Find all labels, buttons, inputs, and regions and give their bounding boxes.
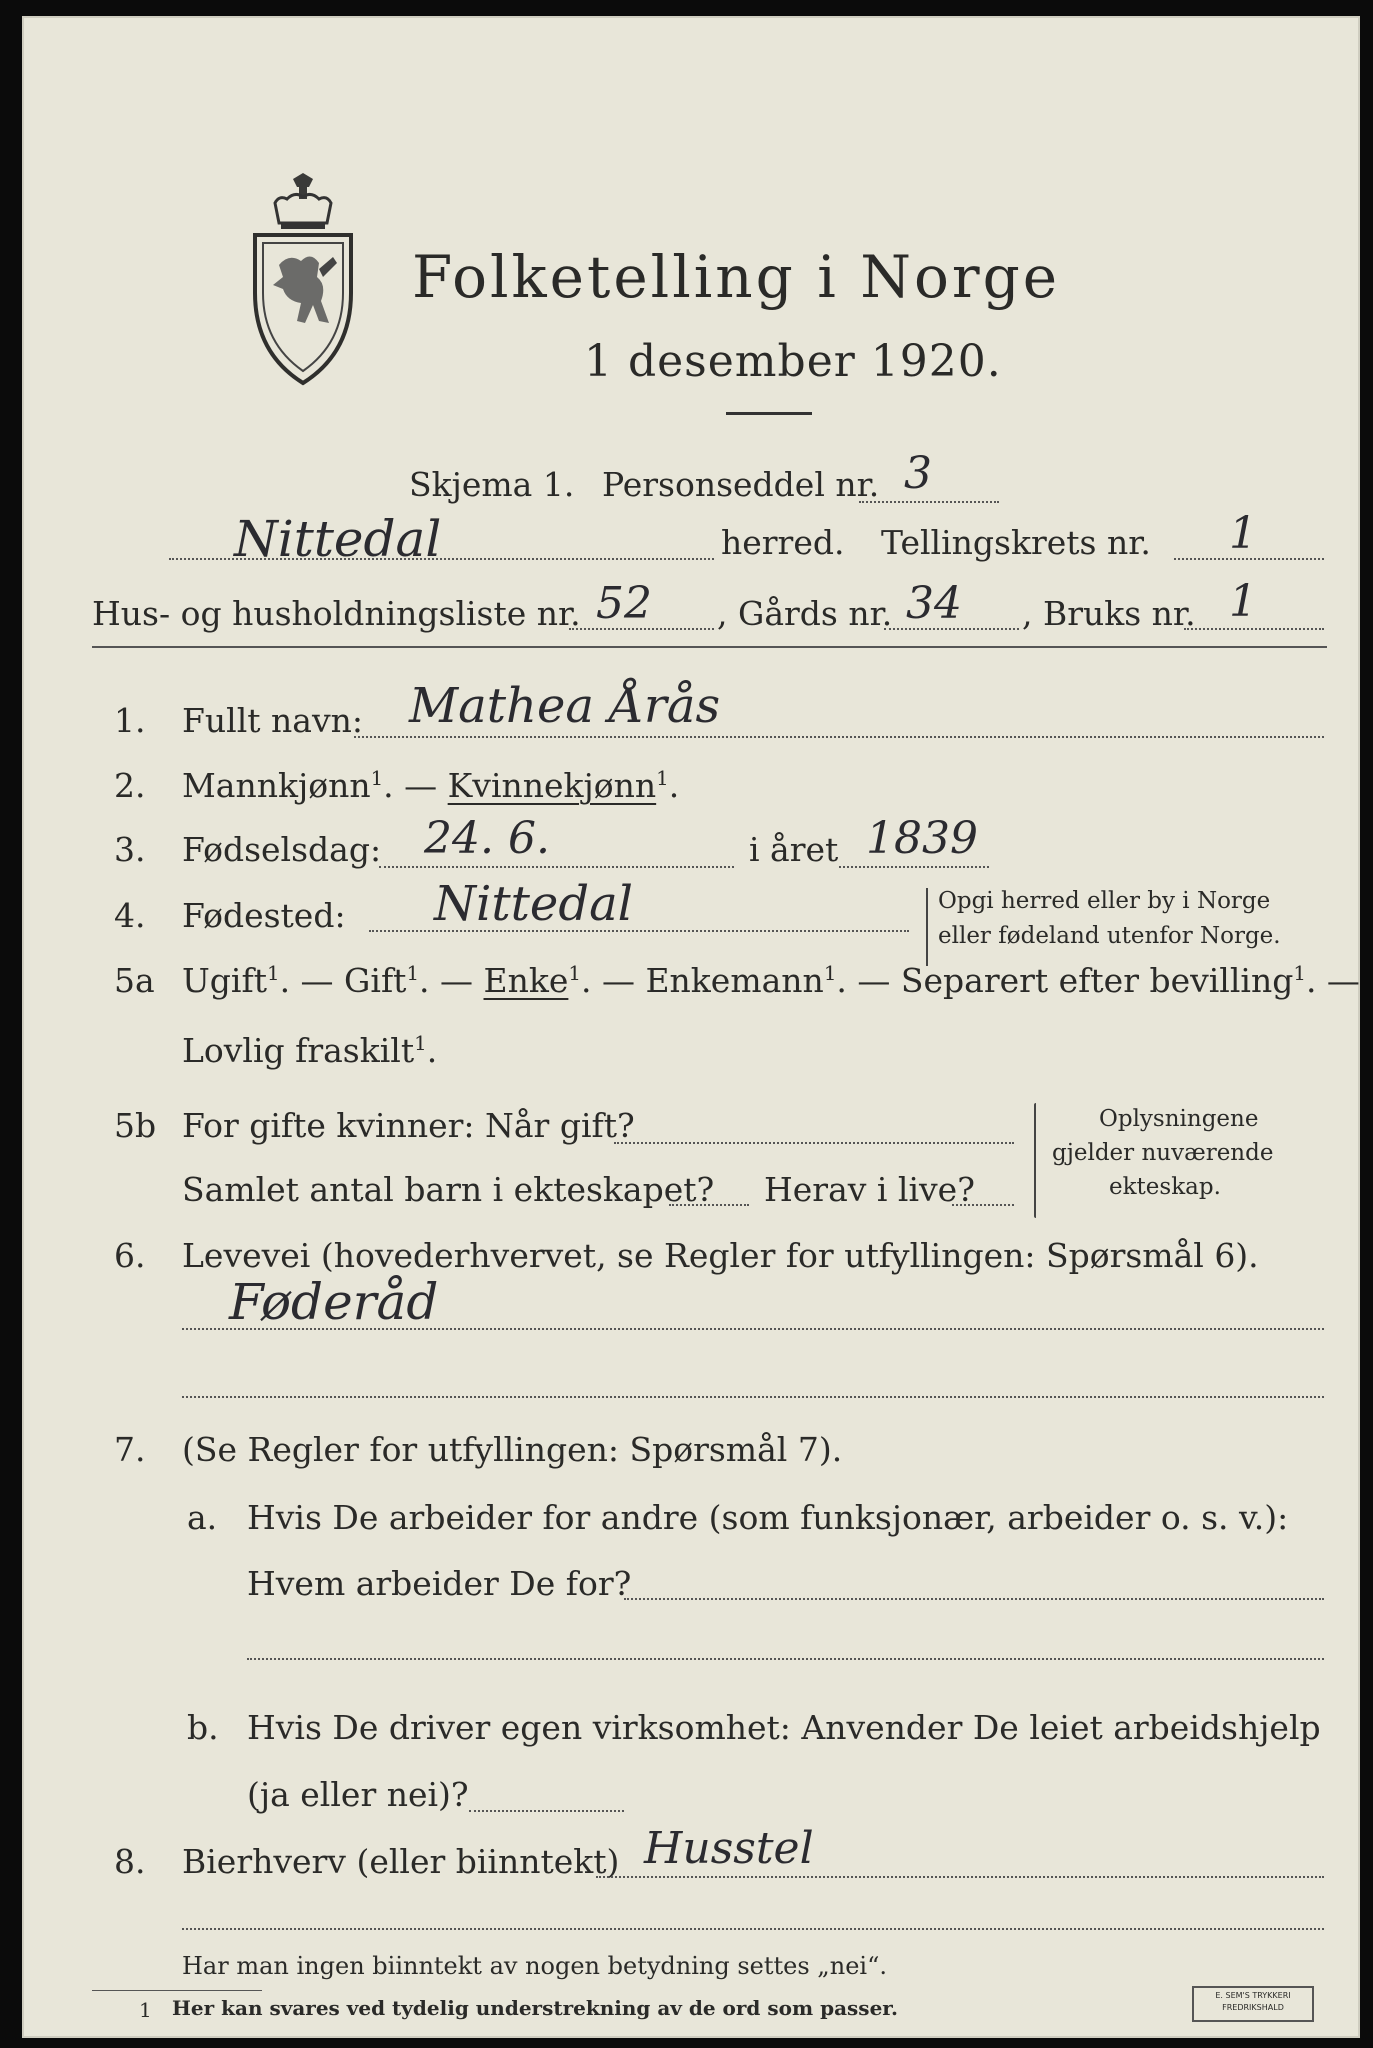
q1-number: 1. <box>114 701 146 740</box>
q8-line2 <box>182 1928 1324 1930</box>
q1-line <box>354 736 1324 738</box>
herred-value[interactable]: Nittedal <box>234 510 442 568</box>
mannkjonn-option[interactable]: Mannkjønn <box>182 766 371 805</box>
q6-number: 6. <box>114 1236 146 1275</box>
q2-number: 2. <box>114 766 146 805</box>
q8-line1 <box>596 1876 1324 1878</box>
q4-bracket <box>926 888 928 966</box>
q3-line <box>379 866 734 868</box>
q3-year-label: i året <box>749 830 839 869</box>
bruks-value[interactable]: 1 <box>1229 576 1257 627</box>
printer-stamp-line1: E. SEM'S TRYKKERI <box>1215 1991 1291 2000</box>
q5b-label: For gifte kvinner: Når gift? <box>182 1106 635 1145</box>
footnote-ref: 1 <box>266 962 280 985</box>
q7a-label: Hvis De arbeider for andre (som funksjonær, arbeider o. s. v.): <box>247 1498 1289 1537</box>
gift-option[interactable]: Gift <box>344 961 407 1000</box>
q5b-alive-line <box>952 1204 1014 1206</box>
birthplace-value[interactable]: Nittedal <box>434 876 634 932</box>
header-separator <box>92 646 1327 648</box>
q2-separator: . — <box>383 766 448 805</box>
skjema-label: Skjema 1. <box>409 465 575 504</box>
printer-stamp-line2: FREDRIKSHALD <box>1222 2003 1284 2012</box>
footnote-ref: 1 <box>823 962 837 985</box>
q5b-note-line1: Oplysningene <box>1099 1106 1259 1132</box>
printer-stamp <box>1192 1986 1314 2022</box>
q8-number: 8. <box>114 1842 146 1881</box>
q8-label: Bierhverv (eller biinntekt) <box>182 1842 620 1881</box>
q5b-children-line <box>669 1204 749 1206</box>
q5a-separator: . — <box>419 961 474 1000</box>
footnote-text: Her kan svares ved tydelig understrekning av de ord som passer. <box>172 1996 898 2020</box>
q5a-options <box>182 961 1360 1000</box>
q7b-letter: b. <box>187 1708 219 1747</box>
occupation-value[interactable]: Føderåd <box>229 1273 439 1331</box>
bruks-line <box>1184 628 1324 630</box>
separert-option[interactable]: Separert efter bevilling <box>900 961 1294 1000</box>
footnote-ref: 1 <box>414 1032 427 1055</box>
census-form <box>22 16 1360 2038</box>
q5b-note-line2: gjelder nuværende <box>1052 1140 1274 1166</box>
q7a-employer-line <box>624 1598 1324 1600</box>
footnote-rule <box>92 1990 262 1991</box>
q2-options <box>182 766 679 805</box>
q5b-alive-label: Herav i live? <box>764 1170 975 1209</box>
q7a-letter: a. <box>187 1498 218 1537</box>
husholdningsliste-label: Hus- og husholdningsliste nr. <box>92 594 581 633</box>
ugift-option[interactable]: Ugift <box>182 961 267 1000</box>
enke-option[interactable]: Enke <box>483 961 569 1000</box>
gards-value[interactable]: 34 <box>906 578 962 629</box>
bruks-label: , Bruks nr. <box>1022 594 1196 633</box>
q5a-separator: . — <box>580 961 635 1000</box>
q5a-separator: . — <box>836 961 891 1000</box>
q5b-note-line3: ekteskap. <box>1109 1174 1221 1200</box>
q4-note-line2: eller fødeland utenfor Norge. <box>938 923 1281 949</box>
coat-of-arms-icon <box>249 173 357 388</box>
q7-number: 7. <box>114 1430 146 1469</box>
census-date: 1 desember 1920. <box>584 336 1002 387</box>
gards-label: , Gårds nr. <box>717 594 893 633</box>
q7b-yesno-line <box>469 1810 624 1812</box>
footnote-ref: 1 <box>656 767 669 790</box>
footnote-ref: 1 <box>1293 962 1306 985</box>
q3-label: Fødselsdag: <box>182 830 382 869</box>
q5b-when-line <box>614 1142 1014 1144</box>
q3-year-line <box>839 866 989 868</box>
q2-end: . <box>668 766 680 805</box>
q7a-line2 <box>247 1658 1324 1660</box>
full-name-value[interactable]: Mathea Årås <box>409 678 721 734</box>
q5b-number: 5b <box>114 1106 157 1145</box>
birthdate-value[interactable]: 24. 6. <box>424 813 550 864</box>
q3-number: 3. <box>114 830 146 869</box>
q5a-number: 5a <box>114 961 155 1000</box>
q5a-separator: . — <box>1305 961 1360 1000</box>
q4-number: 4. <box>114 896 146 935</box>
q1-label: Fullt navn: <box>182 701 363 740</box>
personseddel-label: Personseddel nr. <box>602 465 880 504</box>
q5b-bracket <box>1034 1103 1036 1218</box>
q4-note-line1: Opgi herred eller by i Norge <box>938 888 1271 914</box>
tellingskrets-label: Tellingskrets nr. <box>881 523 1151 562</box>
footnote-ref: 1 <box>370 767 384 790</box>
footnote-ref: 1 <box>406 962 420 985</box>
form-title: Folketelling i Norge <box>412 243 1061 311</box>
husholdningsliste-value[interactable]: 52 <box>596 578 652 629</box>
q4-label: Fødested: <box>182 896 346 935</box>
footnote-number: 1 <box>139 1998 152 2022</box>
q6-label: Levevei (hovederhvervet, se Regler for utfyllingen: Spørsmål 6). <box>182 1236 1259 1275</box>
q5a-line2 <box>182 1031 437 1070</box>
herred-label: herred. <box>721 523 845 562</box>
tellingskrets-value[interactable]: 1 <box>1229 508 1257 559</box>
footnote-ref: 1 <box>568 962 581 985</box>
fraskilt-option[interactable]: Lovlig fraskilt <box>182 1031 415 1070</box>
side-income-value[interactable]: Husstel <box>644 1823 814 1874</box>
q5a-end: . <box>426 1031 438 1070</box>
q7a-employer-label: Hvem arbeider De for? <box>247 1564 632 1603</box>
q6-line2 <box>182 1396 1324 1398</box>
q8-note: Har man ingen biinntekt av nogen betydning settes „nei“. <box>182 1952 887 1980</box>
q5b-children-label: Samlet antal barn i ekteskapet? <box>182 1170 715 1209</box>
q5a-separator: . — <box>279 961 334 1000</box>
q7-label: (Se Regler for utfyllingen: Spørsmål 7). <box>182 1430 843 1469</box>
title-divider <box>726 412 812 415</box>
personseddel-line <box>859 501 999 503</box>
q7b-yesno-label: (ja eller nei)? <box>247 1775 469 1814</box>
enkemann-option[interactable]: Enkemann <box>645 961 824 1000</box>
kvinnekjonn-option[interactable]: Kvinnekjønn <box>447 766 657 805</box>
birth-year-value[interactable]: 1839 <box>866 813 978 864</box>
personseddel-value[interactable]: 3 <box>904 448 932 499</box>
q7b-label: Hvis De driver egen virksomhet: Anvender De leiet arbeidshjelp <box>247 1708 1321 1747</box>
